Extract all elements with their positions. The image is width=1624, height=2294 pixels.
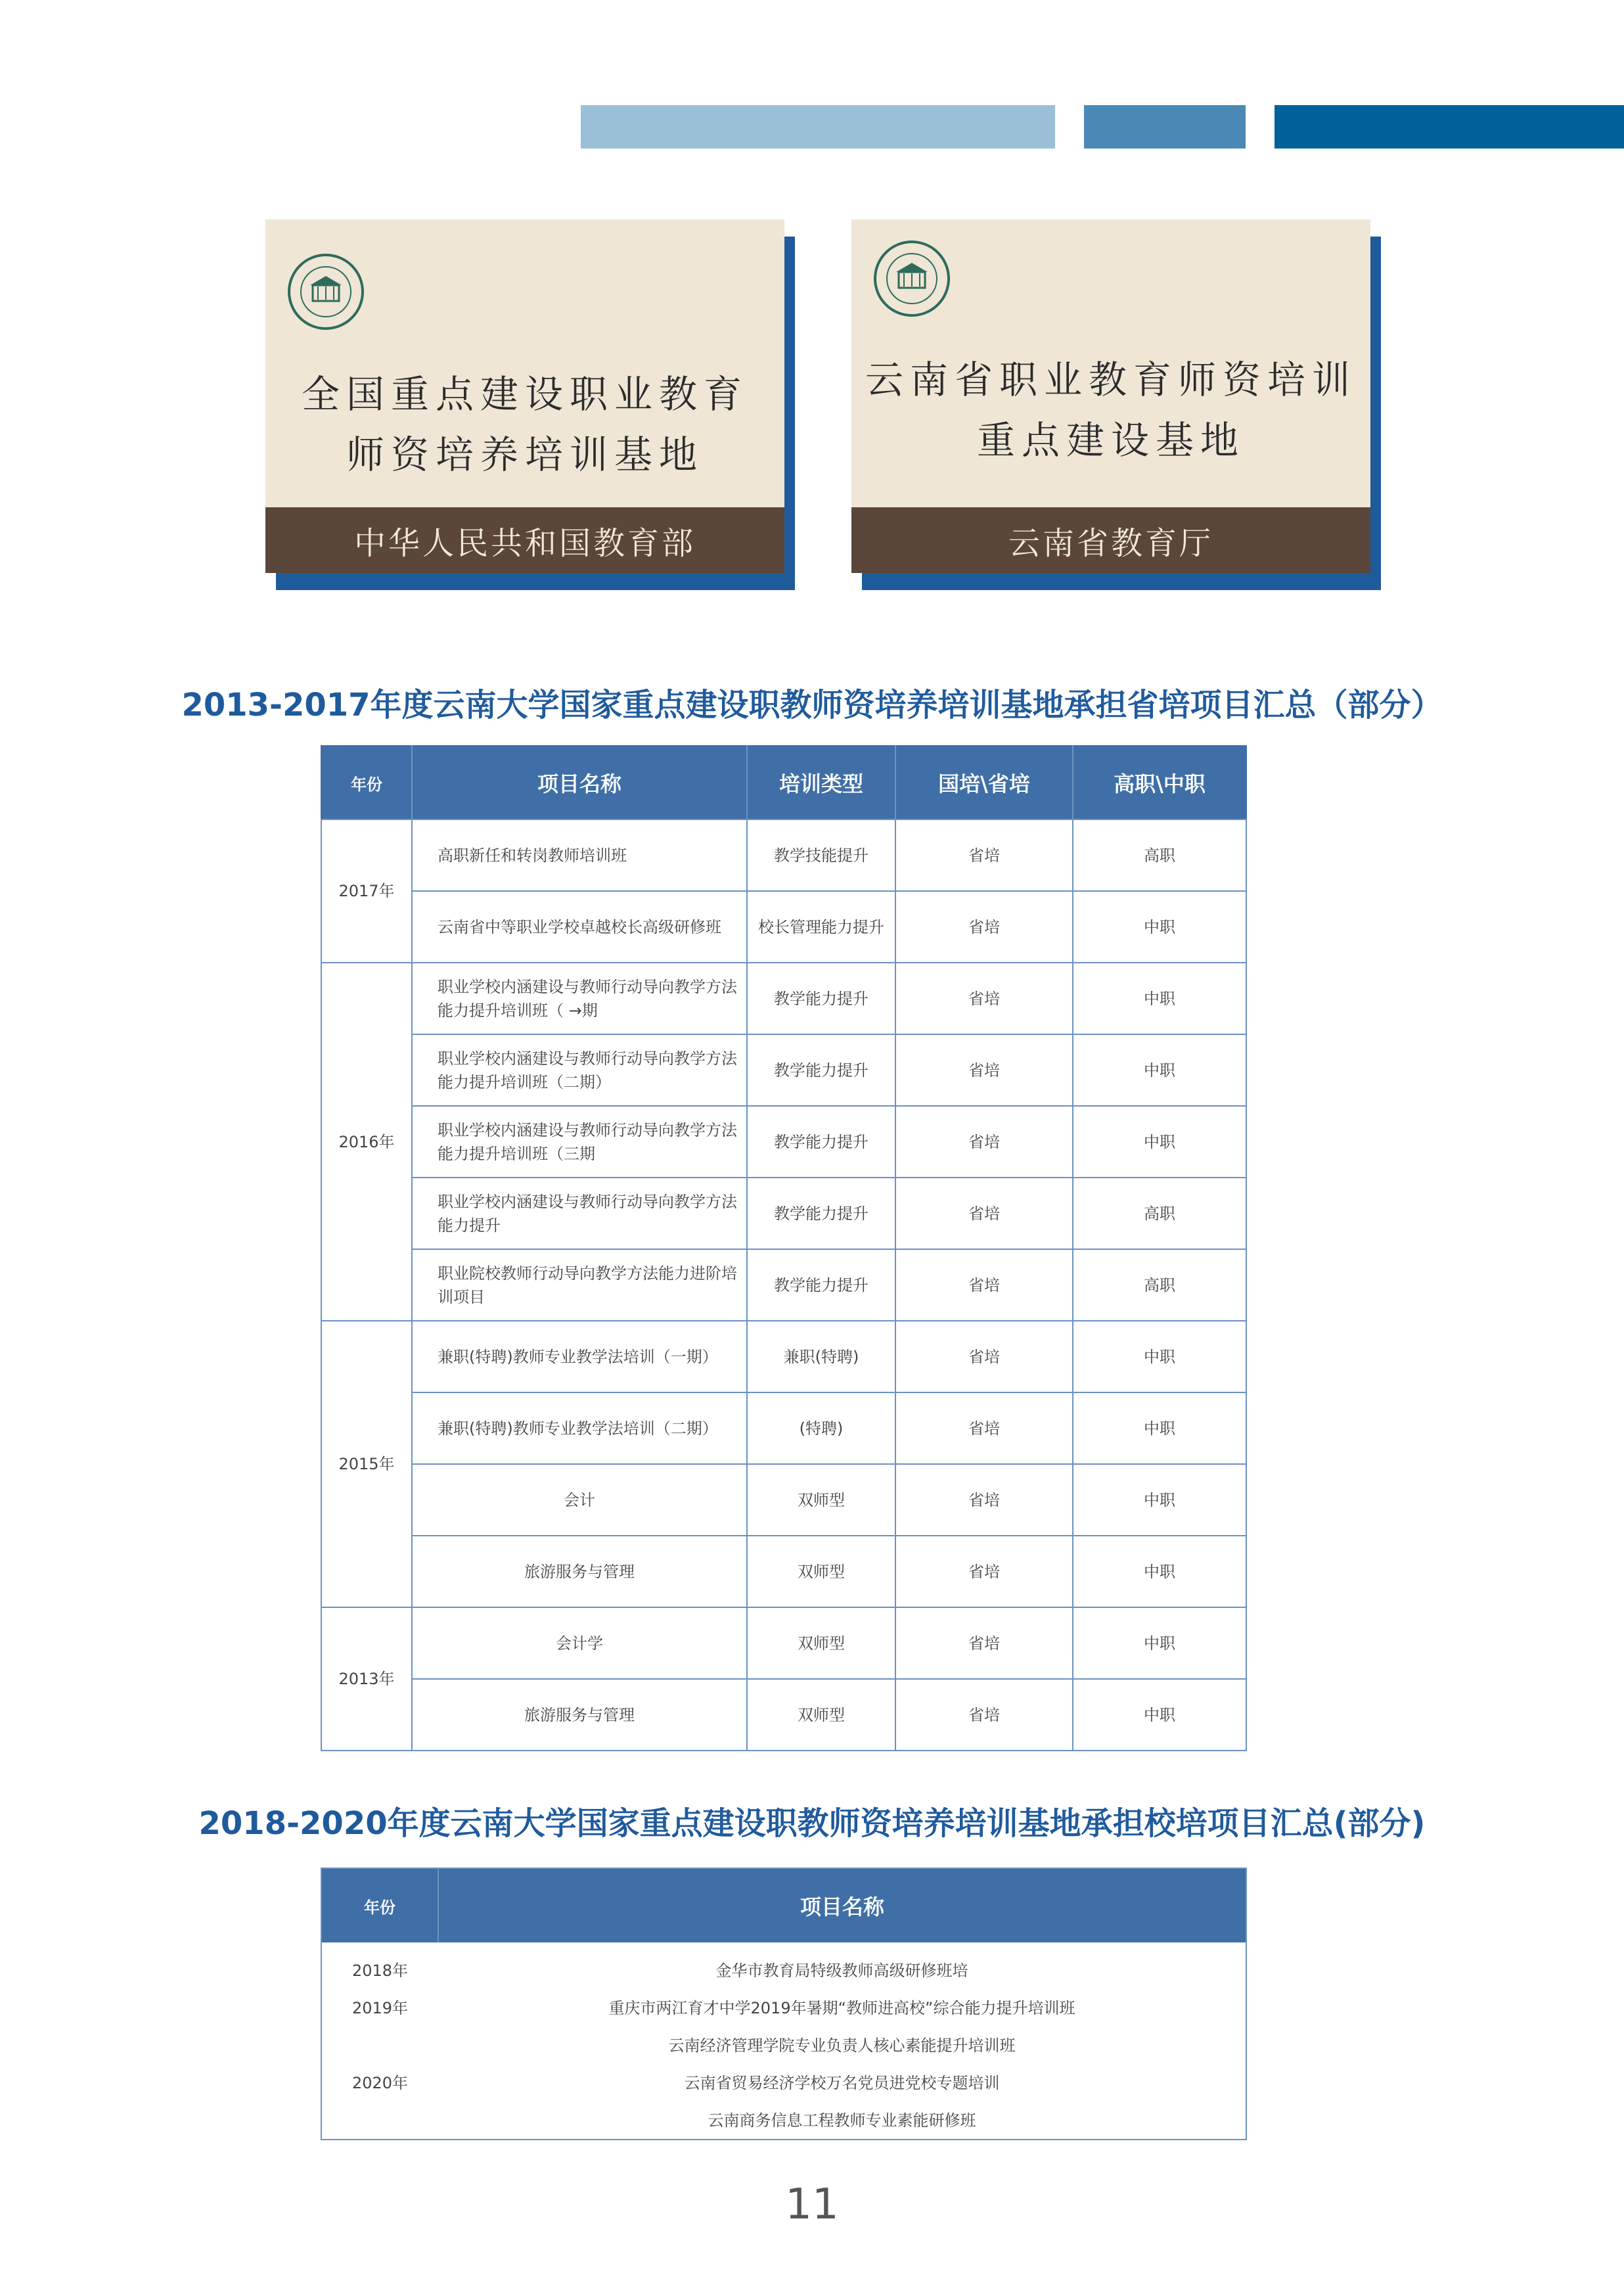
training-type-cell: 教学能力提升 (747, 1106, 895, 1178)
training-type-cell: 双师型 (747, 1464, 895, 1536)
table-row (321, 1679, 1246, 1751)
training-level-cell: 省培 (895, 963, 1073, 1034)
year-cell: 2019年 (351, 1998, 409, 2017)
training-type-cell: 双师型 (747, 1536, 895, 1607)
project-name-cell: 职业学校内涵建设与教师行动导向教学方法能力提升培训班（二期） (412, 1034, 747, 1106)
decor-bar-dark (1274, 105, 1624, 149)
table-row (321, 1942, 1246, 1989)
table1-heading: 2013-2017年度云南大学国家重点建设职教师资培养培训基地承担省培项目汇总（部分） (181, 687, 1443, 723)
training-type-cell: (特聘) (747, 1392, 895, 1464)
plaque-national (265, 219, 784, 573)
plaque-issuer: 云南省教育厅 (851, 507, 1370, 573)
table-row (321, 1464, 1246, 1536)
training-level-cell: 省培 (895, 1034, 1073, 1106)
table-row (321, 2101, 1246, 2140)
school-level-cell: 中职 (1073, 891, 1246, 963)
plaque-face (851, 219, 1370, 573)
project-name-cell: 云南商务信息工程教师专业素能研修班 (708, 2111, 976, 2130)
table-row (321, 891, 1246, 963)
training-type-cell: 双师型 (747, 1607, 895, 1679)
training-type-cell: 教学技能提升 (747, 819, 895, 891)
training-level-cell: 省培 (895, 1607, 1073, 1679)
project-name-cell: 会计 (412, 1464, 747, 1536)
table-row (321, 1607, 1246, 1679)
school-level-cell: 中职 (1073, 1106, 1246, 1178)
plaque-title-line1: 全国重点建设职业教育 (301, 372, 748, 417)
school-level-cell: 中职 (1073, 1321, 1246, 1392)
school-level-cell: 中职 (1073, 1536, 1246, 1607)
school-level-cell: 高职 (1073, 1178, 1246, 1249)
year-cell: 2020年 (351, 2073, 409, 2092)
col-header-type: 培训类型 (747, 746, 895, 819)
plaque-title-line2: 师资培养培训基地 (346, 432, 704, 477)
school-level-cell: 高职 (1073, 1249, 1246, 1321)
project-name-cell: 职业学校内涵建设与教师行动导向教学方法能力提升培训班（ →期 (412, 963, 747, 1034)
plaque-face (265, 219, 784, 573)
university-seal-icon (286, 252, 365, 331)
school-level-cell: 中职 (1073, 1607, 1246, 1679)
school-level-cell: 中职 (1073, 1464, 1246, 1536)
school-level-cell: 中职 (1073, 1034, 1246, 1106)
training-type-cell: 兼职(特聘) (747, 1321, 895, 1392)
table-row (321, 1989, 1246, 2027)
table-header-row (321, 1868, 1246, 1942)
plaque-title-line2: 重点建设基地 (976, 418, 1245, 463)
col-header-name: 项目名称 (412, 746, 747, 819)
training-type-cell: 教学能力提升 (747, 1034, 895, 1106)
training-level-cell: 省培 (895, 1536, 1073, 1607)
school-level-cell: 中职 (1073, 1679, 1246, 1751)
table-row (321, 963, 1246, 1034)
university-seal-icon (872, 239, 951, 318)
col-header-level: 国培\省培 (895, 746, 1073, 819)
table-row (321, 1392, 1246, 1464)
training-type-cell: 双师型 (747, 1679, 895, 1751)
col-header-school: 高职\中职 (1073, 746, 1246, 819)
decor-bar-light (581, 105, 1055, 149)
col-header-year: 年份 (321, 1868, 438, 1942)
project-name-cell: 云南省贸易经济学校万名党员进党校专题培训 (684, 2073, 1000, 2092)
provincial-training-table (321, 745, 1247, 1751)
table-row (321, 1034, 1246, 1106)
school-level-cell: 高职 (1073, 819, 1246, 891)
school-training-table (321, 1868, 1247, 2140)
project-name-cell: 金华市教育局特级教师高级研修班培 (715, 1961, 968, 1980)
training-type-cell: 校长管理能力提升 (747, 891, 895, 963)
training-level-cell: 省培 (895, 1321, 1073, 1392)
year-cell (321, 2027, 438, 2064)
project-name-cell: 职业院校教师行动导向教学方法能力进阶培训项目 (412, 1249, 747, 1321)
table-row (321, 1178, 1246, 1249)
year-cell: 2016年 (321, 963, 412, 1321)
col-header-name: 项目名称 (438, 1868, 1246, 1942)
table2-heading: 2018-2020年度云南大学国家重点建设职教师资培养培训基地承担校培项目汇总(部分) (198, 1805, 1426, 1842)
training-level-cell: 省培 (895, 1392, 1073, 1464)
plaque-provincial (851, 219, 1370, 573)
table-row (321, 1106, 1246, 1178)
project-name-cell: 云南经济管理学院专业负责人核心素能提升培训班 (668, 2036, 1016, 2055)
project-name-cell: 兼职(特聘)教师专业教学法培训（二期） (412, 1392, 747, 1464)
year-cell: 2017年 (321, 819, 412, 963)
year-cell: 2015年 (321, 1321, 412, 1607)
plaque-title-line1: 云南省职业教育师资培训 (865, 357, 1357, 402)
school-level-cell: 中职 (1073, 1392, 1246, 1464)
project-name-cell: 旅游服务与管理 (412, 1679, 747, 1751)
page-number: 11 (785, 2180, 839, 2229)
training-level-cell: 省培 (895, 1679, 1073, 1751)
training-level-cell: 省培 (895, 1464, 1073, 1536)
school-level-cell: 中职 (1073, 963, 1246, 1034)
table-header-row (321, 746, 1246, 819)
project-name-cell: 重庆市两江育才中学2019年暑期“教师进高校”综合能力提升培训班 (608, 1998, 1075, 2017)
project-name-cell: 职业学校内涵建设与教师行动导向教学方法能力提升 (412, 1178, 747, 1249)
table-row (321, 2027, 1246, 2064)
year-cell: 2018年 (351, 1961, 409, 1980)
training-level-cell: 省培 (895, 819, 1073, 891)
training-type-cell: 教学能力提升 (747, 1178, 895, 1249)
training-level-cell: 省培 (895, 1249, 1073, 1321)
project-name-cell: 高职新任和转岗教师培训班 (412, 819, 747, 891)
plaque-issuer: 中华人民共和国教育部 (265, 507, 784, 573)
table-row (321, 2064, 1246, 2101)
table-row (321, 819, 1246, 891)
project-name-cell: 旅游服务与管理 (412, 1536, 747, 1607)
decor-bar-mid (1084, 105, 1246, 149)
table-row (321, 1536, 1246, 1607)
project-name-cell: 云南省中等职业学校卓越校长高级研修班 (412, 891, 747, 963)
table-row (321, 1249, 1246, 1321)
training-type-cell: 教学能力提升 (747, 1249, 895, 1321)
project-name-cell: 会计学 (412, 1607, 747, 1679)
training-level-cell: 省培 (895, 1106, 1073, 1178)
project-name-cell: 兼职(特聘)教师专业教学法培训（一期） (412, 1321, 747, 1392)
year-cell: 2013年 (321, 1607, 412, 1751)
training-level-cell: 省培 (895, 1178, 1073, 1249)
year-cell (321, 2101, 438, 2140)
table-row (321, 1321, 1246, 1392)
col-header-year: 年份 (321, 746, 412, 819)
project-name-cell: 职业学校内涵建设与教师行动导向教学方法能力提升培训班（三期 (412, 1106, 747, 1178)
training-level-cell: 省培 (895, 891, 1073, 963)
training-type-cell: 教学能力提升 (747, 963, 895, 1034)
